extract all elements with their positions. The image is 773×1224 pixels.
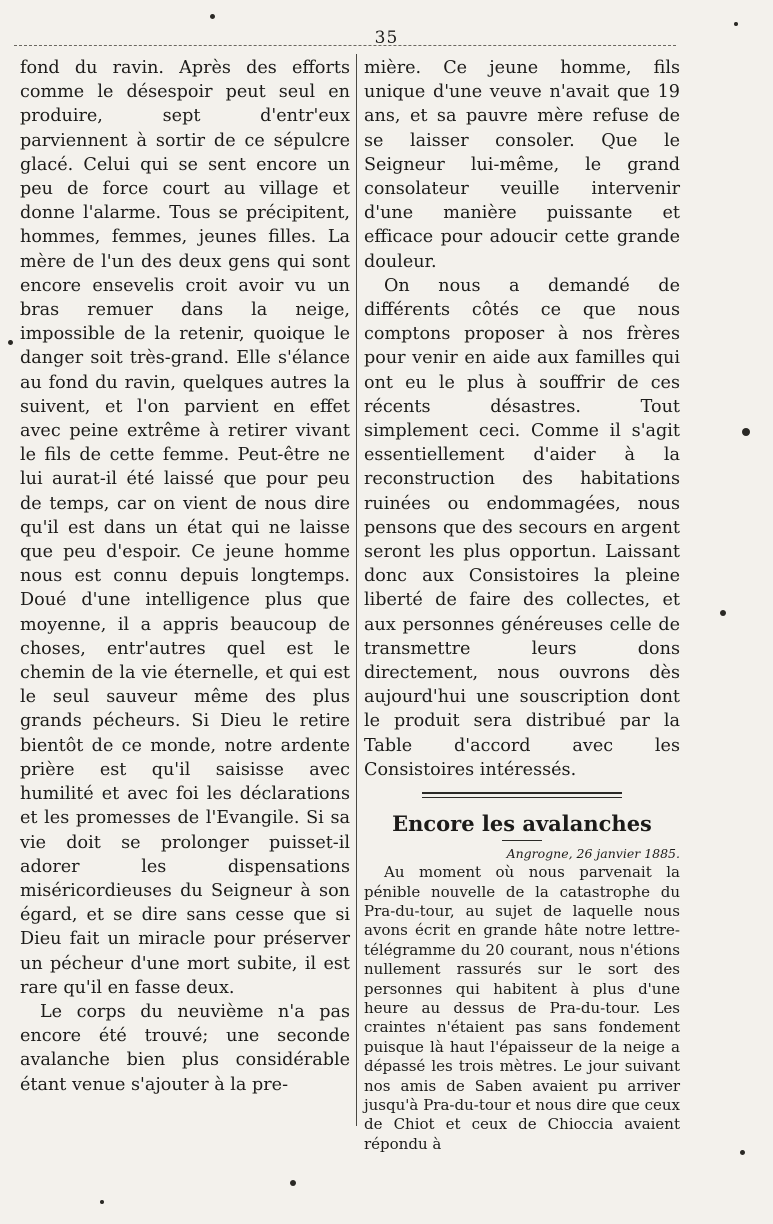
header-rule — [14, 45, 676, 46]
section-divider — [422, 792, 622, 798]
title-dash — [502, 840, 542, 841]
column-divider — [356, 54, 357, 1126]
ink-speck — [742, 428, 750, 436]
section-title: Encore les avalanches — [392, 811, 652, 837]
page-number: 35 — [374, 28, 399, 48]
ink-speck — [734, 22, 738, 26]
dateline: Angrogne, 26 janvier 1885. — [506, 846, 680, 862]
ink-speck — [290, 1180, 296, 1186]
left-paragraph-1: fond du ravin. Après des efforts comme le désespoir peut seul en produire, sept d'entr'eux parviennent à sortir de ce sépulcre glacé. Celui qui se sent encore un peu de force court au village et donne l'alarme. Tous se précipitent, hommes, femmes, jeunes filles. La mère de l'un des deux gens qui sont encore ensevelis croit avoir vu un bras remuer dans la neige, impossible de la retenir, quoique le danger soit très-grand. Elle s'élance au fond du ravin, quelques autres la suivent, et l'on parvient en effet avec peine extrême à retirer vivant le fils de cette femme. Peut-être ne lui aurat-il été laissé que pour peu de temps, car on vient de nous dire qu'il est dans un état qui ne laisse que peu d'espoir. Ce jeune homme nous est connu depuis longtemps. Doué d'une intelligence plus que moyenne, il a appris beaucoup de choses, entr'autres quel est le chemin de la vie éternelle, et qui est le seul sauveur même des plus grands pécheurs. Si Dieu le retire bientôt de ce monde, notre ardente prière est qu'il saisisse avec humilité et avec foi les déclarations et les promesses de l'Evangile. Si sa vie doit se prolonger puisset-il adorer les dispensations miséricordieuses du Seigneur à son égard, et se dire sans cesse que si Dieu fait un miracle pour préserver un pécheur d'une mort subite, il est rare qu'il en fasse deux. — [20, 58, 350, 998]
section-paragraph: Au moment où nous parvenait la pénible nouvelle de la catastrophe du Pra-du-tour, au sujet de laquelle nous avons écrit en grande hâte notre lettre-télégramme du 20 courant, nous n'étions nullement rassurés sur le sort des personnes qui habitent à plus d'une heure au dessus de Pra-du-tour. Les craintes n'étaient pas sans fondement puisque là haut l'épaisseur de la neige a dépassé les trois mètres. Le jour suivant nos amis de Saben avaient pu arriver jusqu'à Pra-du-tour et nous dire que ceux de Chiot et ceux de Chioccia avaient répondu à — [364, 863, 680, 1153]
ink-speck — [740, 1150, 745, 1155]
left-column — [20, 56, 350, 1097]
right-paragraph-1: mière. Ce jeune homme, fils unique d'une veuve n'avait que 19 ans, et sa pauvre mère refuse de se laisser consoler. Que le Seigneur lui-même, le grand consolateur veuille intervenir d'une manière puissante et efficace pour adoucir cette grande douleur. — [364, 58, 680, 272]
ink-speck — [720, 610, 726, 616]
ink-speck — [210, 14, 215, 19]
right-paragraph-2: On nous a demandé de différents côtés ce que nous comptons proposer à nos frères pour venir en aide aux familles qui ont eu le plus à souffrir de ces récents désastres. Tout simplement ceci. Comme il s'agit essentiellement d'aider à la reconstruction des habitations ruinées ou endommagées, nous pensons que des secours en argent seront les plus opportun. Laissant donc aux Consistoires la pleine liberté de faire des collectes, et aux personnes généreuses celle de transmettre leurs dons directement, nous ouvrons dès aujourd'hui une souscription dont le produit sera distribué par la Table d'accord avec les Consistoires intéressés. — [364, 275, 680, 780]
left-paragraph-2: Le corps du neuvième n'a pas encore été trouvé; une seconde avalanche bien plus considérable étant venue s'ajouter à la pre- — [20, 1001, 350, 1095]
ink-speck — [8, 340, 13, 345]
ink-speck — [100, 1200, 104, 1204]
right-column — [364, 56, 680, 1154]
